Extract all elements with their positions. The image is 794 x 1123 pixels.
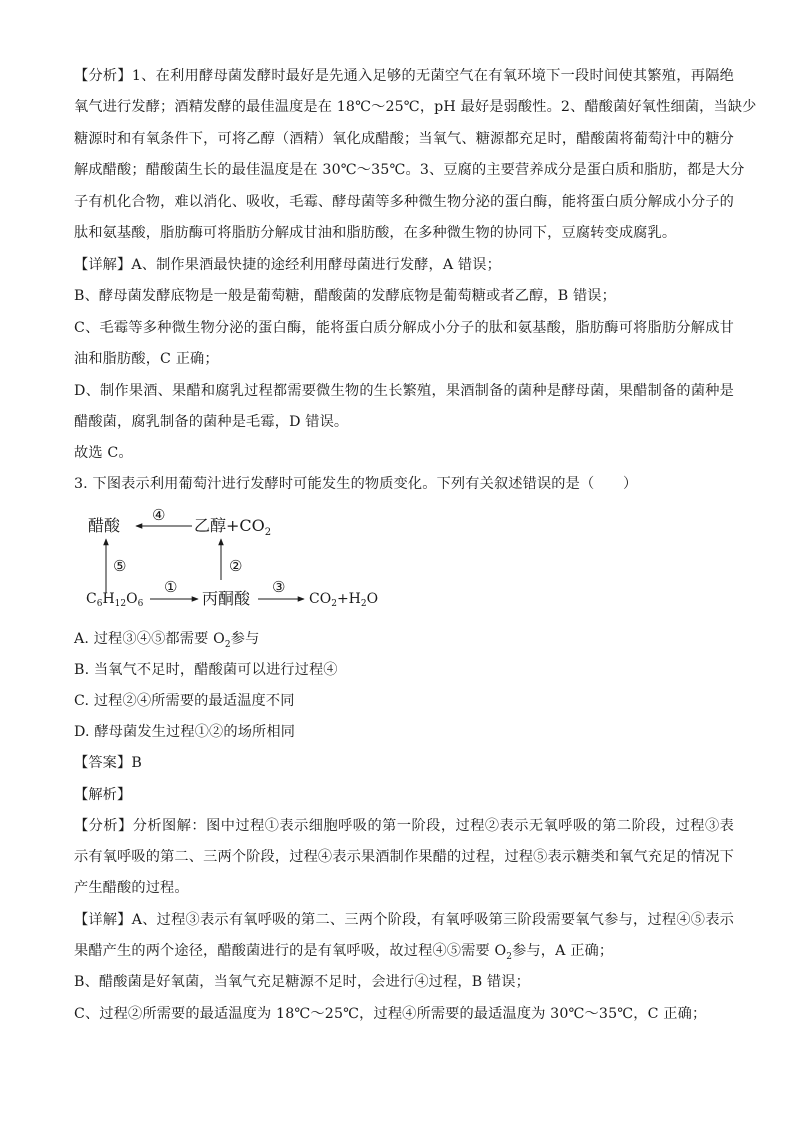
- option-d: D. 酵母菌发生过程①②的场所相同: [74, 724, 296, 740]
- analysis-line: 氧气进行发酵；酒精发酵的最佳温度是在 18℃～25℃，pH 最好是弱酸性。2、醋酸菌好氧性细菌，当缺少: [74, 99, 757, 115]
- detail-line-text: 果醋产生的两个途径，醋酸菌进行的是有氧呼吸，故过程④⑤需要 O: [74, 943, 507, 959]
- analysis-line: 示有氧呼吸的第二、三两个阶段，过程④表示果酒制作果醋的过程，过程⑤表示糖类和氧气充足的情况下: [74, 849, 734, 865]
- step-3-marker: ③: [272, 578, 286, 596]
- option-c: C. 过程②④所需要的最适温度不同: [74, 693, 295, 709]
- explanation-heading: 【解析】: [74, 787, 132, 803]
- detail-subscript: 2: [506, 951, 513, 962]
- step-1-marker: ①: [164, 578, 178, 596]
- detail-line: 【详解】A、过程③表示有氧呼吸的第二、三两个阶段，有氧呼吸第三阶段需要氧气参与，过程④⑤表示: [74, 912, 734, 928]
- fermentation-pathway-diagram: [84, 505, 394, 610]
- step-4-marker: ④: [152, 506, 166, 524]
- detail-line: D、制作果酒、果醋和腐乳过程都需要微生物的生长繁殖，果酒制备的菌种是酵母菌，果醋制备的菌种是: [74, 383, 734, 399]
- question-stem: 3. 下图表示利用葡萄汁进行发酵时可能发生的物质变化。下列有关叙述错误的是（ ）: [74, 476, 638, 492]
- co2-h2o-label: $CO_2+H_2O$: [309, 591, 379, 609]
- detail-line-tail: 参与，A 正确；: [512, 943, 614, 959]
- conclusion-line: 故选 C。: [74, 445, 133, 461]
- detail-line: B、醋酸菌是好氧菌，当氧气充足糖源不足时，会进行④过程，B 错误；: [74, 974, 530, 990]
- option-b: B. 当氧气不足时，醋酸菌可以进行过程④: [74, 662, 338, 678]
- detail-line: 油和脂肪酸，C 正确；: [74, 351, 219, 367]
- option-a-tail: 参与: [230, 631, 260, 647]
- analysis-line: 解成醋酸；醋酸菌生长的最佳温度是在 30℃～35℃。3、豆腐的主要营养成分是蛋白质和脂肪，都是大分: [74, 162, 745, 178]
- step-2-marker: ②: [229, 557, 243, 575]
- analysis-line: 肽和氨基酸，脂肪酶可将脂肪分解成甘油和脂肪酸，在多种微生物的协同下，豆腐转变成腐乳。: [74, 225, 677, 241]
- detail-line: 【详解】A、制作果酒最快捷的途经利用酵母菌进行发酵，A 错误；: [74, 257, 501, 273]
- pyruvate-label: 丙酮酸: [202, 589, 251, 608]
- answer-line: 【答案】B: [74, 755, 142, 771]
- step-5-marker: ⑤: [113, 557, 127, 575]
- detail-line: B、酵母菌发酵底物是一般是葡萄糖，醋酸菌的发酵底物是葡萄糖或者乙醇，B 错误；: [74, 288, 616, 304]
- option-a-subscript: 2: [224, 639, 231, 650]
- detail-line: 醋酸菌，腐乳制备的菌种是毛霉，D 错误。: [74, 414, 349, 430]
- option-a-text: A. 过程③④⑤都需要 O: [74, 631, 225, 647]
- analysis-line: 子有机化合物，难以消化、吸收，毛霉、酵母菌等多种微生物分泌的蛋白酶，能将蛋白质分解成小分子的: [74, 194, 734, 210]
- option-a: [74, 629, 734, 655]
- glucose-formula: $C_6H_{12}O_6$: [86, 591, 144, 609]
- analysis-line: 糖源时和有氧条件下，可将乙醇（酒精）氧化成醋酸；当氧气、糖源都充足时，醋酸菌将葡萄汁中的糖分: [74, 131, 734, 147]
- detail-line: C、毛霉等多种微生物分泌的蛋白酶，能将蛋白质分解成小分子的肽和氨基酸，脂肪酶可将脂肪分解成甘: [74, 320, 734, 336]
- vinegar-label: 醋酸: [88, 516, 121, 535]
- analysis-line: 【分析】1、在利用酵母菌发酵时最好是先通入足够的无菌空气在有氧环境下一段时间使其繁殖，再隔绝: [74, 68, 734, 84]
- analysis-line: 【分析】分析图解：图中过程①表示细胞呼吸的第一阶段，过程②表示无氧呼吸的第二阶段，过程③表: [74, 818, 734, 834]
- ethanol-co2-label: 乙醇$+CO_2$: [194, 516, 272, 538]
- detail-line: C、过程②所需要的最适温度为 18℃～25℃，过程④所需要的最适温度为 30℃～35℃，C 正确；: [74, 1006, 707, 1022]
- analysis-line: 产生醋酸的过程。: [74, 880, 189, 896]
- detail-line: [74, 941, 734, 967]
